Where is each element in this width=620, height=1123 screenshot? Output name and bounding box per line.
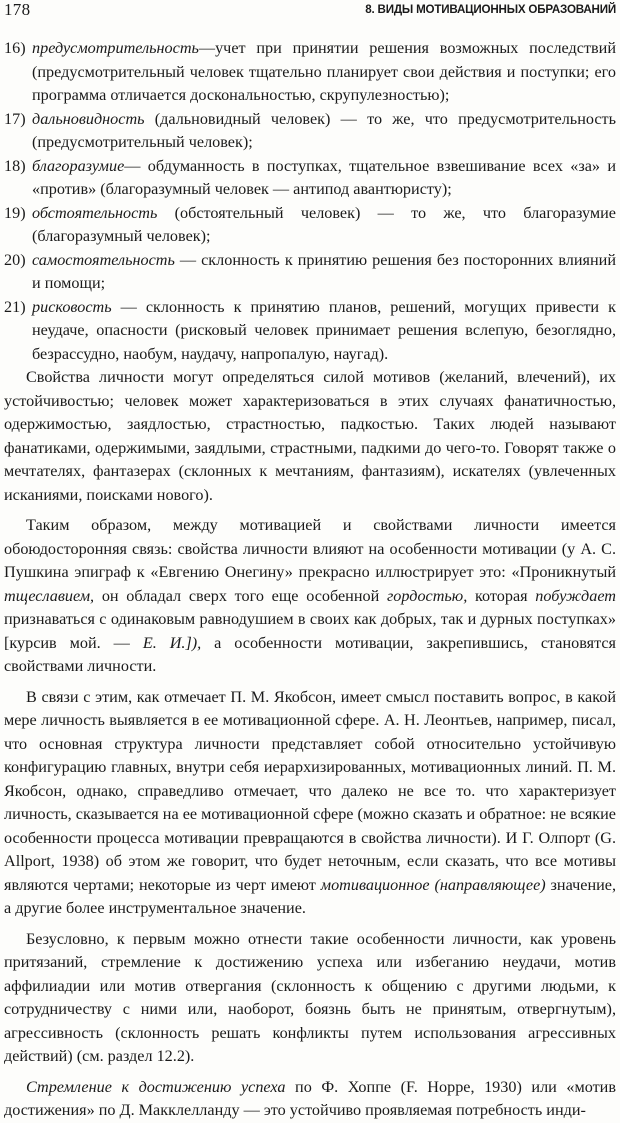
list-item-number: 17)	[4, 109, 26, 128]
page-header	[4, 0, 616, 22]
italic-run: Е. И.]),	[142, 633, 202, 652]
list-item-number: 20)	[4, 250, 26, 269]
list-item-text: — склонность к принятию решения без посторонних влияний и помощи;	[32, 250, 616, 292]
list-item-number: 19)	[4, 203, 26, 222]
italic-run: мотивационное (направляющее)	[320, 875, 546, 894]
list-item-term: предусмотрительность	[32, 39, 199, 57]
text-run: В связи с этим, как отмечает П. М. Якобсон, имеет смысл поставить вопрос, в какой мере личность выявляется в ее мотивационной сфере. А. Н. Леонтьев, например, писал, что основная структура личности представляет собой относительно устойчивую конфигурацию главных, внутри себя иерархизированных, мотивационных линий. П. М. Якобсон, однако, справедливо отмечает, что далеко не все то. что характеризует личность, сказывается на ее мотивационной сфере (можно сказать и обратное: не всякие особенности процесса мотивации превращаются в свойства личности). И Г. Олпорт (G. Allport, 1938) об этом же говорит, что будет неточным, если сказать, что все мотивы являются чертами; некоторые из черт имеют	[4, 687, 616, 894]
list-item-text: (дальновидный человек) — то же, что предусмотрительность (предусмотрительный человек);	[32, 109, 616, 151]
page-body	[4, 37, 616, 1123]
list-item-term: самостоятельность	[32, 250, 175, 269]
page-number: 178	[4, 0, 31, 19]
list-item-text: — склонность к принятию планов, решений, могущих привести к неудаче, опасности (рисковый человек принимает решения вслепую, безоглядно, безрассудно, наобум, наудачу, напропалую, наугад).	[32, 297, 616, 363]
list-item-term: дальновидность	[32, 109, 145, 128]
list-item-number: 18)	[4, 156, 26, 175]
paragraph-yakobson	[4, 686, 616, 921]
running-head: 8. ВИДЫ МОТИВАЦИОННЫХ ОБРАЗОВАНИЙ	[365, 3, 616, 16]
italic-run: Стремление к достижению успеха	[26, 1077, 286, 1096]
paragraph-first-traits: Безусловно, к первым можно отнести такие особенности личности, как уровень притязаний, стремление к достижению успеха или избеганию неудачи, мотив аффилиадии или мотив отвергания (склонность к общению с другими людьми, к сотрудничеству с ними или, наоборот, боязнь быть не принятым, отвергнутым), агрессивность (склонность решать конфликты путем использования агрессивных действий) (см. раздел 12.2).	[4, 929, 616, 1065]
list-item-term: рисковость	[32, 297, 112, 316]
italic-run: гордостью,	[386, 586, 468, 605]
list-item-term: обстоятельность	[32, 203, 158, 222]
text-run: Таким образом, между мотивацией и свойствами личности имеется обоюдосторонняя связь: свойства личности влияют на особенности мотивации (у А. С. Пушкина эпиграф к «Евгению Онегину» прекрасно иллюстрирует это: «Проникнутый	[4, 516, 616, 581]
list-item	[4, 108, 616, 155]
italic-run: побуждает	[535, 586, 616, 605]
list-item	[4, 296, 616, 367]
text-run: значение, а другие более инструментальное значение.	[4, 875, 617, 917]
paragraph-mutual-link	[4, 514, 616, 679]
list-item-term: благоразумие	[32, 156, 125, 175]
list-item	[4, 155, 616, 202]
text-run: а особенности мотивации, закрепившись, становятся свойствами личности.	[4, 633, 616, 675]
list-item	[4, 202, 616, 249]
text-run: он обладал сверх того еще особенной	[94, 586, 387, 605]
text-run: которая	[467, 586, 536, 605]
italic-run: тщеславием,	[4, 586, 95, 605]
list-item	[4, 37, 616, 108]
list-item-text: —учет при принятии решения возможных последствий (предусмотрительный человек тщательно планирует свои действия и поступки; его программа отличается доскональностью, скрупулезностью);	[32, 39, 616, 104]
paragraph-achievement-motive	[4, 1076, 616, 1123]
text-run: признаваться с одинаковым равнодушием в своих как добрых, так и дурных поступках» [курсив мой. —	[4, 610, 616, 652]
text-run: по Ф. Хоппе (F. Hoppe, 1930) или «мотив достижения» по Д. Макклелланду — это устойчиво проявляемая потребность инди-	[4, 1077, 616, 1119]
list-item-number: 16)	[4, 39, 26, 57]
list-item-text: — обдуманность в поступках, тщательное взвешивание всех «за» и «против» (благоразумный человек — антипод авантюристу);	[32, 156, 616, 198]
list-item-number: 21)	[4, 297, 26, 316]
list-item-text: (обстоятельный человек) — то же, что благоразумие (благоразумный человек);	[32, 203, 616, 245]
paragraph-personality-traits: Свойства личности могут определяться силой мотивов (желаний, влечений), их устойчивостью; человек может характеризоваться в этих случаях фанатичностью, одержимостью, заядлостью, страстностью, падкостью. Таких людей называют фанатиками, одержимыми, заядлыми, страстными, падкими до чего-то. Говорят также о мечтателях, фантазерах (склонных к мечтаниям, фантазиям), искателях (увлеченных исканиями, поисками нового).	[4, 368, 616, 504]
list-item	[4, 249, 616, 296]
